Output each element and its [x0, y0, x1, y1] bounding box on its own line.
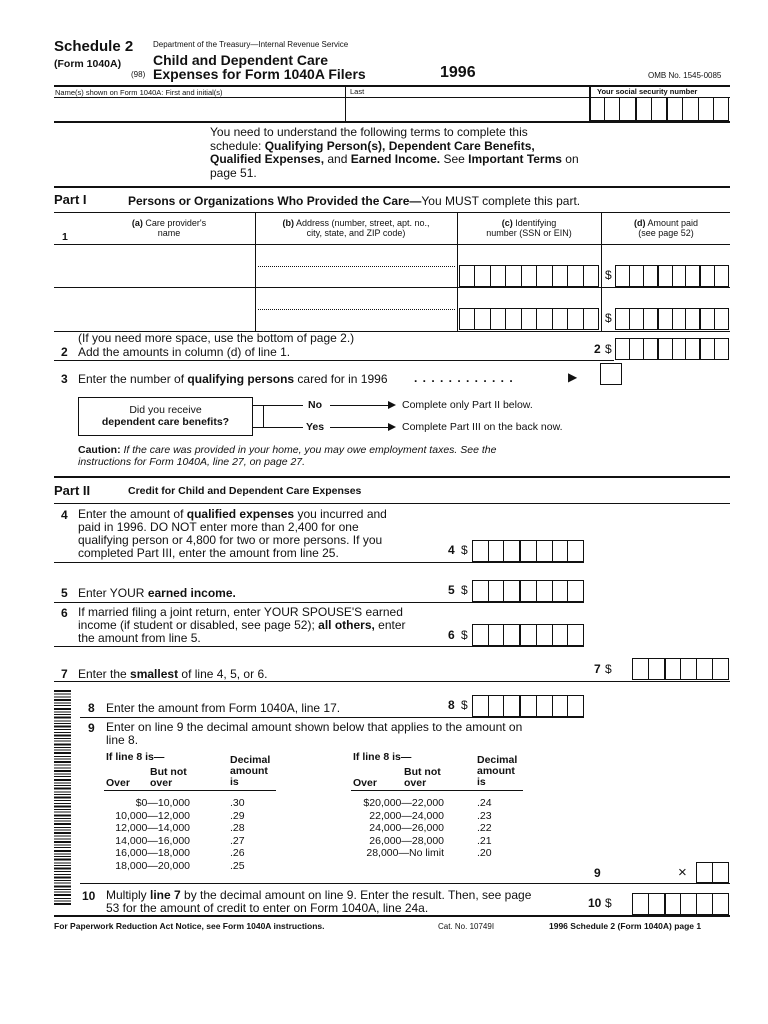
- omb-number: OMB No. 1545-0085: [648, 71, 722, 80]
- arrow-right-icon: [330, 427, 394, 428]
- line7-number: 7: [61, 667, 68, 681]
- yes-option: Yes: [306, 421, 325, 433]
- last-name-field[interactable]: [348, 100, 586, 120]
- table-decimal-header: Decimal amount is: [230, 754, 271, 788]
- range-cell: 14,000—16,000: [115, 834, 190, 847]
- line8-ref: 8: [448, 698, 455, 712]
- provider-address-field-2[interactable]: [258, 289, 455, 329]
- amount-paid-field-2[interactable]: [615, 308, 729, 330]
- line8-number: 8: [88, 701, 95, 715]
- provider-address-field-1[interactable]: [258, 246, 455, 286]
- line9-decimal-field[interactable]: [696, 862, 729, 883]
- range-cell: $0—10,000: [135, 797, 190, 809]
- provider-id-field-2[interactable]: [459, 308, 599, 330]
- part2-label: Part II: [54, 483, 91, 498]
- table-decimal-header: Decimal amount is: [477, 754, 518, 788]
- line7-text: Enter the smallest of line 4, 5, or 6.: [78, 667, 268, 681]
- line5-text: Enter YOUR earned income.: [78, 586, 236, 600]
- barcode-icon: [54, 690, 71, 908]
- no-instruction: Complete only Part II below.: [402, 399, 533, 411]
- range-cell: 12,000—14,000: [115, 822, 190, 834]
- qualifying-persons-count-field[interactable]: [600, 363, 622, 385]
- line8-text: Enter the amount from Form 1040A, line 17.: [106, 701, 341, 715]
- name-label: Name(s) shown on Form 1040A: First and initial(s): [55, 88, 223, 97]
- line5-ref: 5: [448, 583, 455, 597]
- form-title-line2: Expenses for Form 1040A Filers: [153, 66, 366, 82]
- footer-page-label: 1996 Schedule 2 (Form 1040A) page 1: [549, 921, 702, 931]
- footer-catalog-number: Cat. No. 10749I: [438, 922, 495, 931]
- dollar-sign: $: [605, 311, 612, 325]
- table-if-header: If line 8 is—: [353, 751, 412, 763]
- department-label: Department of the Treasury—Internal Revenue Service: [153, 40, 349, 49]
- dependent-care-benefits-question: Did you receive dependent care benefits?: [78, 397, 253, 436]
- ssn-label: Your social security number: [597, 87, 698, 96]
- line7-amount-field[interactable]: [632, 658, 729, 680]
- line9-ref: 9: [594, 866, 601, 880]
- table-butnot-header: But not: [150, 766, 187, 778]
- line6-number: 6: [61, 606, 68, 620]
- line1-number: 1: [62, 231, 68, 243]
- line10-credit-field[interactable]: [632, 893, 729, 915]
- dollar-sign: $: [605, 662, 612, 676]
- decimal-cell: .29: [230, 809, 245, 822]
- column-a-header: (a) Care provider's name: [131, 218, 207, 238]
- decimal-cell: .22: [477, 822, 492, 834]
- dollar-sign: $: [605, 268, 612, 282]
- decimal-cell: .26: [230, 847, 245, 859]
- part1-title: Persons or Organizations Who Provided the Care—You MUST complete this part.: [128, 194, 581, 208]
- part1-label: Part I: [54, 192, 87, 207]
- decimal-cell: .20: [477, 847, 492, 859]
- tax-year: 1996: [440, 64, 476, 81]
- line4-number: 4: [61, 508, 68, 522]
- table-over2-header: over: [150, 777, 173, 789]
- line2-amount-field[interactable]: [615, 338, 729, 360]
- table-if-header: If line 8 is—: [106, 751, 165, 763]
- line2-number: 2: [61, 345, 68, 359]
- decimal-cell: .30: [230, 797, 245, 809]
- intro-text: You need to understand the following terms to complete this schedule: Qualifying Person(s), Dependent Care Benefits, Qualified Expenses, and Earned Income. See Important Terms on page 51.: [210, 125, 579, 180]
- decimal-cell: .24: [477, 797, 492, 809]
- dollar-sign: $: [461, 628, 468, 642]
- dollar-sign: $: [461, 543, 468, 557]
- decimal-cell: .25: [230, 859, 245, 872]
- part2-title: Credit for Child and Dependent Care Expenses: [128, 485, 362, 497]
- dollar-sign: $: [461, 698, 468, 712]
- first-name-field[interactable]: [55, 100, 343, 120]
- table-butnot-header: But not: [404, 766, 441, 778]
- dollar-sign: $: [605, 896, 612, 910]
- range-cell: $20,000—22,000: [363, 797, 444, 809]
- column-c-header: (c) Identifying number (SSN or EIN): [486, 218, 572, 238]
- column-b-header: (b) Address (number, street, apt. no., city, state, and ZIP code): [282, 218, 430, 238]
- provider-id-field-1[interactable]: [459, 265, 599, 287]
- column-d-header: (d) Amount paid (see page 52): [633, 218, 699, 238]
- right-decimal-column: [477, 797, 492, 860]
- yes-instruction: Complete Part III on the back now.: [402, 421, 563, 433]
- line5-amount-field[interactable]: [472, 580, 584, 602]
- line2-text: Add the amounts in column (d) of line 1.: [78, 345, 291, 359]
- line5-number: 5: [61, 586, 68, 600]
- line10-number: 10: [82, 889, 96, 903]
- line4-ref: 4: [448, 543, 455, 557]
- left-range-column: [104, 797, 190, 872]
- range-cell: 26,000—28,000: [369, 834, 444, 847]
- range-cell: 28,000—No limit: [366, 847, 444, 859]
- decimal-cell: .21: [477, 834, 492, 847]
- decimal-cell: .27: [230, 834, 245, 847]
- line4-amount-field[interactable]: [472, 540, 584, 562]
- decimal-cell: .23: [477, 809, 492, 822]
- arrow-right-icon: [330, 405, 394, 406]
- form-title-line1: Child and Dependent Care: [153, 52, 329, 68]
- line9-number: 9: [88, 721, 95, 735]
- line7-ref: 7: [594, 662, 601, 676]
- left-decimal-column: [230, 797, 245, 872]
- line9-text: Enter on line 9 the decimal amount shown below that applies to the amount on line 8.: [106, 720, 523, 747]
- line10-ref: 10: [588, 896, 602, 910]
- right-range-column: [344, 797, 444, 860]
- line4-text: Enter the amount of qualified expenses you incurred and paid in 1996. DO NOT enter more than 2,400 for one qualifying person or 4,800 for two or more persons. If you completed Part III, enter the amount from line 25.: [78, 507, 387, 560]
- decimal-cell: .28: [230, 822, 245, 834]
- caution-note: Caution: If the care was provided in your home, you may owe employment taxes. See the instructions for Form 1040A, line 27, on page 27.: [78, 444, 497, 468]
- range-cell: 10,000—12,000: [115, 809, 190, 822]
- table-over-header: Over: [353, 777, 377, 789]
- amount-paid-field-1[interactable]: [615, 265, 729, 287]
- sequence-number: (98): [131, 70, 146, 79]
- no-option: No: [308, 399, 322, 411]
- table-over2-header: over: [404, 777, 427, 789]
- provider-name-field-2[interactable]: [56, 289, 253, 329]
- footer-paperwork-notice: For Paperwork Reduction Act Notice, see Form 1040A instructions.: [54, 921, 325, 931]
- dollar-sign: $: [461, 583, 468, 597]
- line8-amount-field[interactable]: [472, 695, 584, 717]
- schedule-label: Schedule 2: [54, 38, 134, 55]
- multiply-icon: ×: [678, 864, 687, 881]
- line3-leader-dots: . . . . . . . . . . . .: [414, 371, 514, 385]
- provider-name-field-1[interactable]: [56, 246, 253, 286]
- range-cell: 18,000—20,000: [115, 859, 190, 872]
- table-over-header: Over: [106, 777, 130, 789]
- line3-text: Enter the number of qualifying persons cared for in 1996: [78, 372, 388, 386]
- line3-number: 3: [61, 372, 68, 386]
- arrow-right-icon: ▶: [568, 370, 578, 384]
- ssn-field[interactable]: [589, 97, 729, 121]
- line6-amount-field[interactable]: [472, 624, 584, 646]
- dollar-sign: $: [605, 342, 612, 356]
- last-name-label: Last: [350, 87, 365, 96]
- range-cell: 16,000—18,000: [115, 847, 190, 859]
- line2-ref: 2: [594, 342, 601, 356]
- line10-text: Multiply line 7 by the decimal amount on line 9. Enter the result. Then, see page 53 for the amount of credit to enter on Form 1040A, line 24a.: [106, 888, 532, 915]
- line6-ref: 6: [448, 628, 455, 642]
- range-cell: 24,000—26,000: [369, 822, 444, 834]
- more-space-note: (If you need more space, use the bottom of page 2.): [78, 331, 355, 345]
- form-label: (Form 1040A): [54, 58, 122, 70]
- line6-text: If married filing a joint return, enter YOUR SPOUSE'S earned income (if student or disabled, see page 52); all others, enter the amount from line 5.: [78, 605, 406, 645]
- range-cell: 22,000—24,000: [369, 809, 444, 822]
